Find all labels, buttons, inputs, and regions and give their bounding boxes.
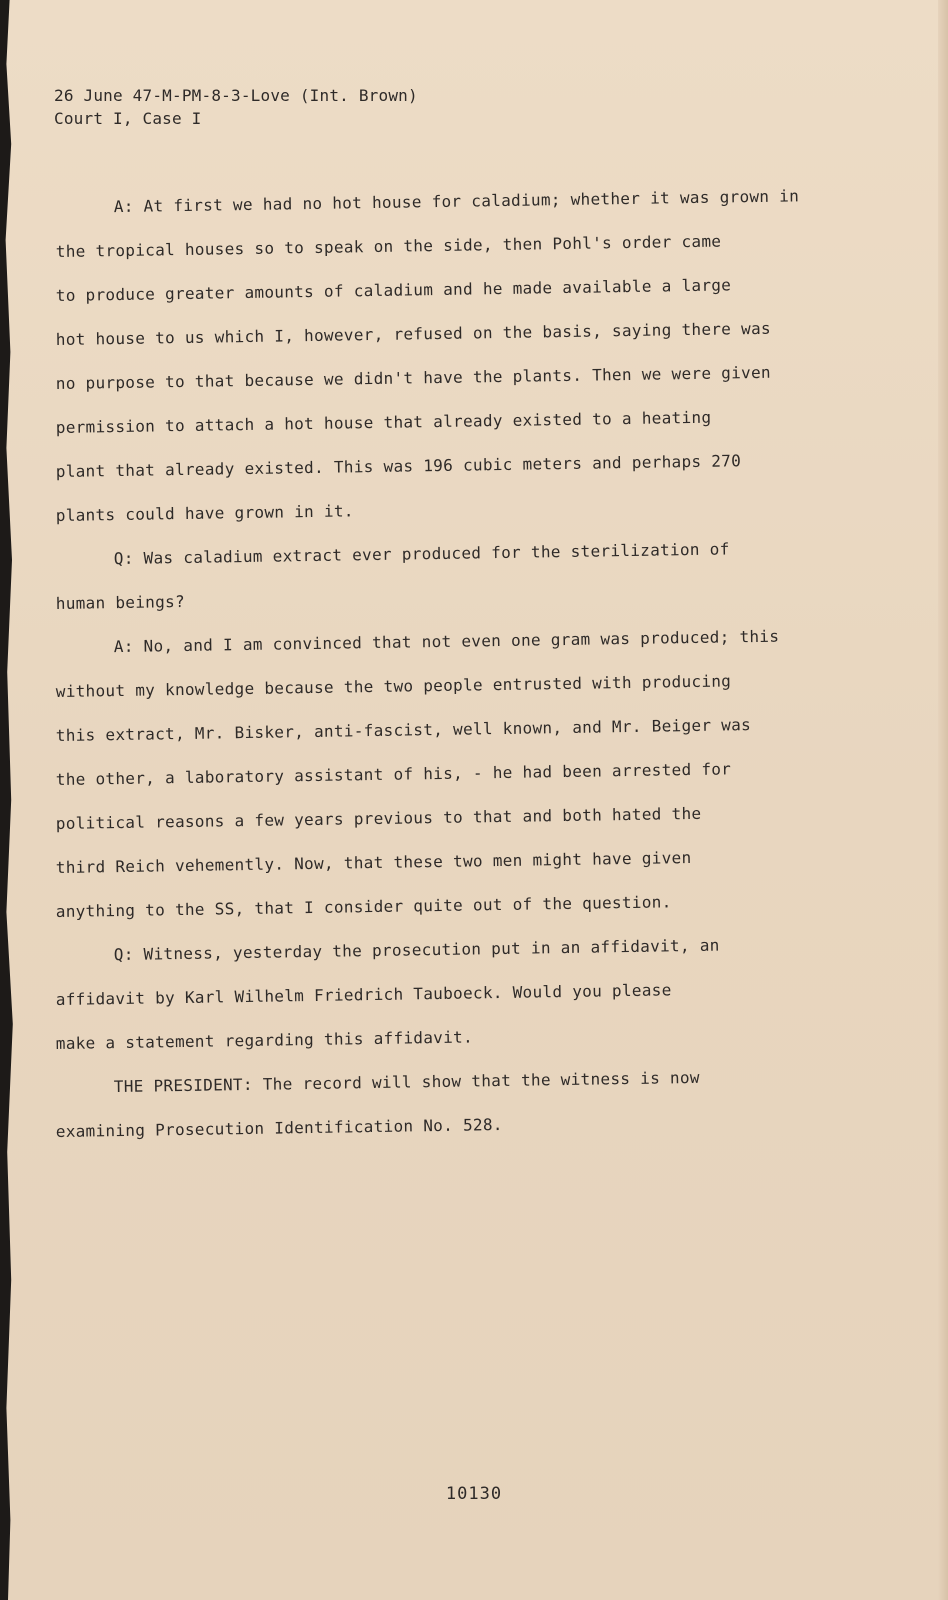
answer-line: third Reich vehemently. Now, that these two men might have given — [55, 848, 692, 878]
answer-line: plant that already existed. This was 196 cubic meters and perhaps 270 — [55, 451, 742, 482]
answer-line: the other, a laboratory assistant of his, - he had been arrested for — [55, 759, 732, 790]
page-number: 10130 — [445, 1484, 503, 1504]
torn-left-edge — [0, 0, 16, 1600]
question-line: Q: Was caladium extract ever produced for the sterilization of — [113, 539, 730, 569]
page-right-edge — [938, 0, 948, 1600]
question-line: human beings? — [55, 591, 186, 614]
answer-line: no purpose to that because we didn't have the plants. Then we were given — [55, 362, 772, 394]
question-line: Q: Witness, yesterday the prosecution put in an affidavit, an — [113, 935, 720, 965]
header-court-line: Court I, Case I — [54, 109, 202, 128]
transcript-body — [55, 186, 826, 1166]
answer-line: without my knowledge because the two people entrusted with producing — [55, 671, 732, 702]
president-line: examining Prosecution Identification No. 528. — [55, 1114, 503, 1142]
answer-line: permission to attach a hot house that already existed to a heating — [55, 407, 712, 438]
answer-line: anything to the SS, that I consider quite out of the question. — [55, 892, 672, 922]
answer-line: the tropical houses so to speak on the side, then Pohl's order came — [55, 231, 722, 262]
answer-line: to produce greater amounts of caladium and he made available a large — [55, 275, 732, 306]
answer-line: political reasons a few years previous to that and both hated the — [55, 803, 702, 834]
answer-line: plants could have grown in it. — [55, 501, 354, 526]
answer-line: A: At first we had no hot house for caladium; whether it was grown in — [113, 186, 800, 217]
president-line: THE PRESIDENT: The record will show that the witness is now — [113, 1067, 700, 1097]
transcript-header — [54, 84, 418, 130]
answer-line: A: No, and I am convinced that not even one gram was produced; this — [113, 626, 780, 657]
question-line: make a statement regarding this affidavit. — [55, 1027, 474, 1054]
question-line: affidavit by Karl Wilhelm Friedrich Tauboeck. Would you please — [55, 980, 672, 1010]
header-session-line: 26 June 47-M-PM-8-3-Love (Int. Brown) — [54, 86, 418, 105]
answer-line: this extract, Mr. Bisker, anti-fascist, well known, and Mr. Beiger was — [55, 715, 752, 746]
answer-line: hot house to us which I, however, refused on the basis, saying there was — [55, 318, 772, 350]
